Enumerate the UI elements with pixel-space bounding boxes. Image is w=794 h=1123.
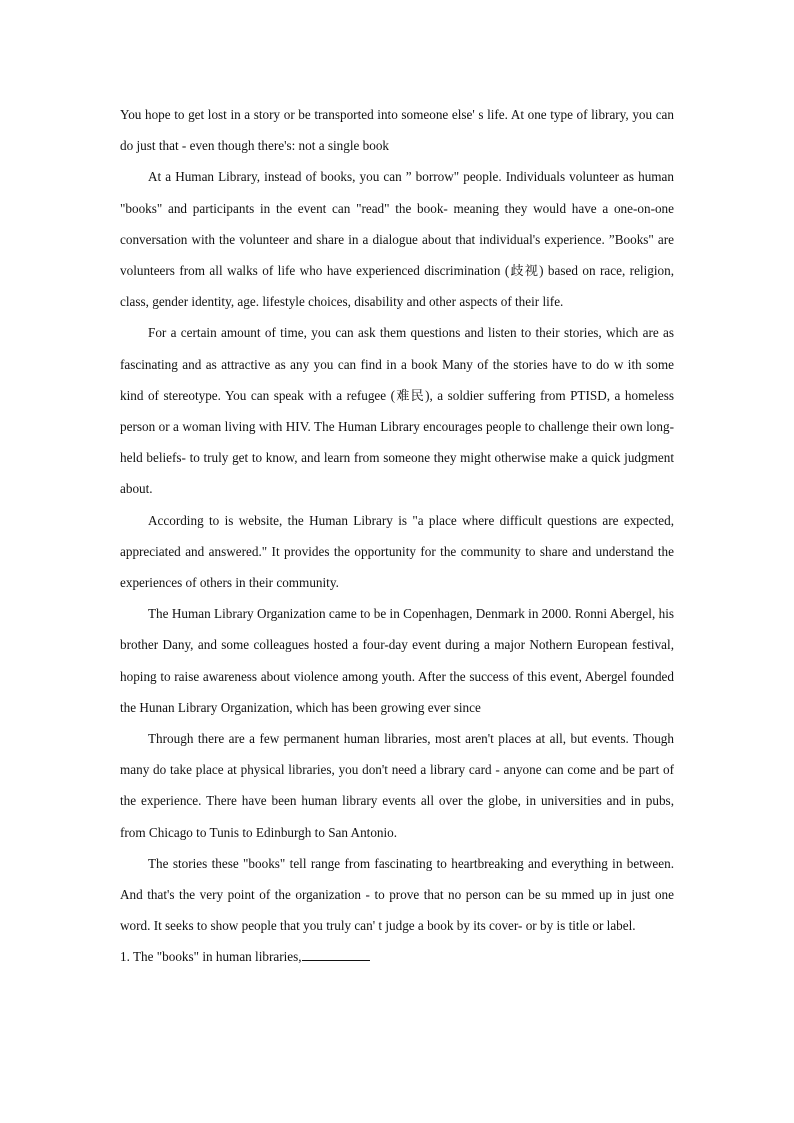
paragraph-intro: You hope to get lost in a story or be transported into someone else' s life. At one type of library, you can do just that - even though there's: not a single book bbox=[120, 107, 674, 154]
question-1 bbox=[120, 941, 674, 972]
paragraph-history: The Human Library Organization came to be in Copenhagen, Denmark in 2000. Ronni Abergel, his brother Dany, and some colleagues hosted a four-day event during a major Nothern European festival, hoping to raise awareness about violence among youth. After the success of this event, Abergel founded the Hunan Library Organization, which has been growing ever since bbox=[120, 606, 674, 715]
paragraph-stories: For a certain amount of time, you can ask them questions and listen to their stories, which are as fascinating and as attractive as any you can find in a book Many of the stories have to do w ith some kind of stereotype. You can speak with a refugee (难民), a soldier suffering from PTISD, a homeless person or a woman living with HIV. The Human Library encourages people to challenge their own long-held beliefs- to truly get to know, and learn from someone they might otherwise make a quick judgment about. bbox=[120, 325, 674, 497]
question-1-text: 1. The "books" in human libraries, bbox=[120, 949, 302, 965]
paragraph-events: Through there are a few permanent human libraries, most aren't places at all, but events. Though many do take place at physical libraries, you don't need a library card - anyone can come and be part of the experience. There have been human library events all over the globe, in universities and in pubs, from Chicago to Tunis to Edinburgh to San Antonio. bbox=[120, 731, 674, 840]
paragraph-purpose: The stories these "books" tell range from fascinating to heartbreaking and everything in between. And that's the very point of the organization - to prove that no person can be su mmed up in just one word. It seeks to show people that you truly can' t judge a book by its cover- or by is title or label. bbox=[120, 855, 674, 934]
document-body bbox=[120, 99, 674, 973]
paragraph-human-library-definition: At a Human Library, instead of books, you can ” borrow" people. Individuals volunteer as human "books" and participants in the event can "read" the book- meaning they would have a one-on-one conversation with the volunteer and share in a dialogue about that individual's experience. ”Books" are volunteers from all walks of life who have experienced discrimination (歧视) based on race, religion, class, gender identity, age. lifestyle choices, disability and other aspects of their life. bbox=[120, 169, 674, 310]
answer-blank[interactable] bbox=[302, 946, 370, 961]
paragraph-website-quote: According to is website, the Human Library is "a place where difficult questions are expected, appreciated and answered." It provides the opportunity for the community to share and understand the experiences of others in their community. bbox=[120, 512, 674, 591]
